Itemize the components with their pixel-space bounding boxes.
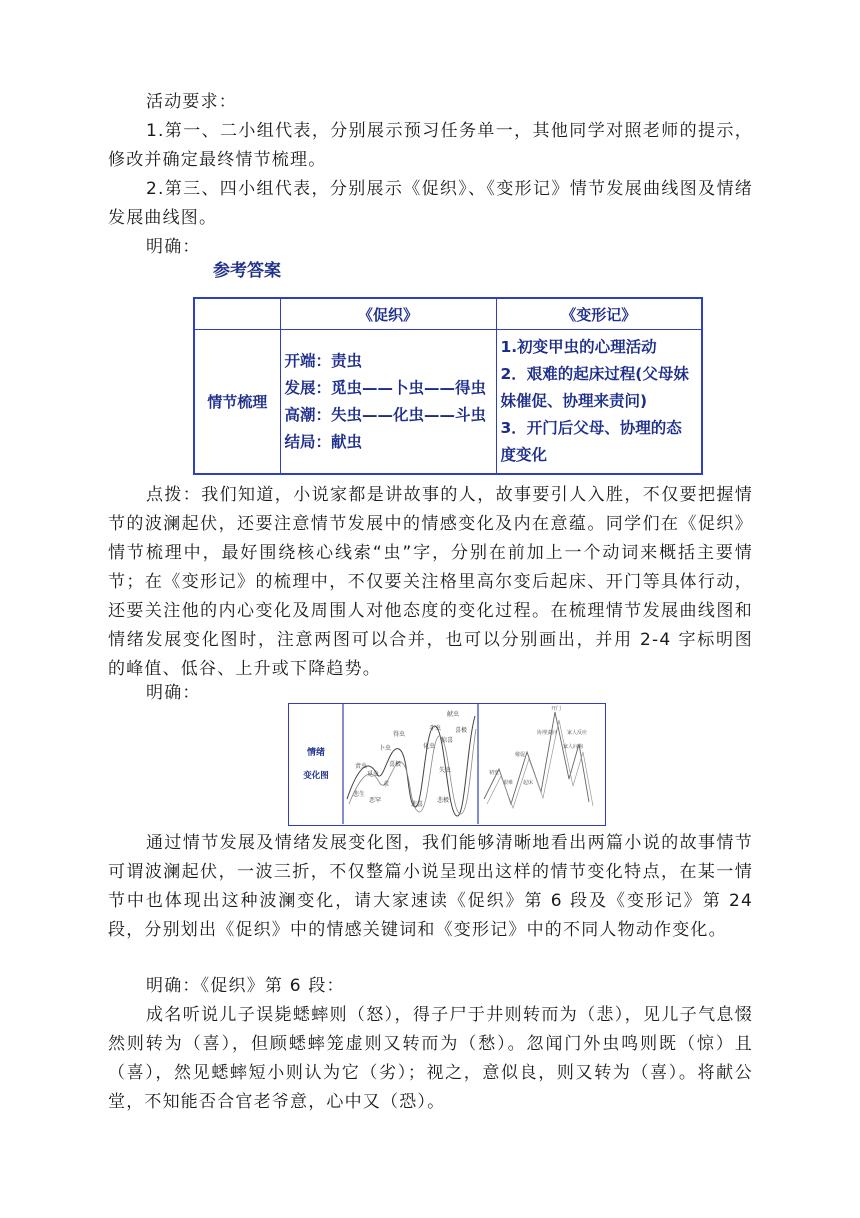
answer-title: 参考答案 <box>213 261 281 281</box>
curve-label: 觅虫 <box>367 771 380 778</box>
curve-label: 责虫 <box>355 763 368 770</box>
curve-label: 失虫 <box>439 767 452 774</box>
curve-label: 初变 <box>489 770 500 776</box>
table-row-label: 情节梳理 <box>194 330 280 475</box>
curve-label: 催促 <box>515 752 526 758</box>
curve-label: 求 <box>383 781 390 788</box>
clarify-label-2: 明确： <box>146 683 201 703</box>
emotion-curve-svg <box>289 704 604 824</box>
bianxing-line: 2．艰难的起床过程(父母妹妹催促、协理来责问) <box>500 365 689 410</box>
bianxing-line: 1.初变甲虫的心理活动 <box>500 338 657 356</box>
figure-row-label-2: 变化图 <box>303 771 329 781</box>
table-header-bianxing: 《变形记》 <box>496 298 702 330</box>
clarify-label-1: 明确： <box>146 237 201 257</box>
activity-heading: 活动要求： <box>146 92 237 112</box>
cuzhi-plot-cell <box>280 330 496 475</box>
curve-label: 协理责问 <box>537 730 558 736</box>
table-corner-cell <box>194 298 280 330</box>
bianxing-plot-cell <box>496 330 702 475</box>
curve-label: 艰难 <box>503 780 514 786</box>
activity-item-2: 2.第三、四小组代表，分别展示《促织》、《变形记》情节发展曲线图及情绪发展曲线图。 <box>108 179 753 228</box>
cuzhi-line: 高潮：失虫——化虫——斗虫 <box>284 405 487 424</box>
final-paragraph: 成名听说儿子误毙蟋蟀则（怒），得子尸于井则转而为（悲），见儿子气息惙然则转为（喜），但顾蟋蟀笼虚则又转而为（愁）。忽闻门外虫鸣则既（惊）且（喜），然见蟋蟀短小则认为它（劣）；视之，意似良，则又转为（喜）。将献公堂，不知能否合官老爷意，心中又（恐）。 <box>108 1005 753 1112</box>
curve-label: 起床 <box>523 780 534 786</box>
plot-summary-table <box>193 297 703 475</box>
bianxing-curve-line <box>484 712 589 804</box>
curve-label: 家人反应 <box>567 730 588 736</box>
curve-label: 化虫 <box>423 743 436 750</box>
curve-label: 卜虫 <box>379 745 392 752</box>
summary-paragraph: 通过情节发展及情绪发展变化图，我们能够清晰地看出两篇小说的故事情节可谓波澜起伏，一波三折，不仅整篇小说呈现出这样的情节变化特点，在某一情节中也体现出这种波澜变化，请大家速读《促织》第 6 段及《变形记》第 24 段，分别划出《促织》中的情感关键词和《变形记》中的不同人物动作变化。 <box>108 833 753 940</box>
curve-label: 恶罕 <box>369 797 382 804</box>
cuzhi-line: 开端：责虫 <box>284 351 363 370</box>
curve-label: 开门 <box>551 706 562 712</box>
curve-label: 献虫 <box>447 711 460 718</box>
cuzhi-line: 发展：觅虫——卜虫——得虫 <box>284 378 487 397</box>
curve-label: 斗虫 <box>429 725 442 732</box>
guidance-paragraph: 点拨：我们知道，小说家都是讲故事的人，故事要引人入胜，不仅要把握情节的波澜起伏，还要注意情节发展中的情感变化及内在意蕴。同学们在《促织》情节梳理中，最好围绕核心线索“虫”字，分别在前加上一个动词来概括主要情节；在《变形记》的梳理中，不仅要关注格里高尔变后起床、开门等具体行动，还要关注他的内心变化及周围人对他态度的变化过程。在梳理情节发展曲线图和情绪发展变化图时，注意两图可以合并，也可以分别画出，并用 2-4 字标明图的峰值、低谷、上升或下降趋势。 <box>108 485 753 679</box>
curve-label: 家人问询 <box>563 744 584 750</box>
cuzhi-line: 结局：献虫 <box>284 432 363 451</box>
clarify-label-3: 明确：《促织》第 6 段： <box>146 976 345 996</box>
curve-label: 悲极 <box>437 797 450 804</box>
bianxing-line: 3．开门后父母、协理的态度变化 <box>500 419 682 464</box>
curve-label: 惊喜 <box>441 737 454 744</box>
curve-label: 悲喜 <box>411 801 424 808</box>
emotion-curve-figure <box>288 703 606 826</box>
figure-row-label-1: 情绪 <box>306 748 326 758</box>
activity-item-1: 1.第一、二小组代表，分别展示预习任务单一，其他同学对照老师的提示，修改并确定最终情节梳理。 <box>108 121 753 170</box>
curve-label: 得虫 <box>393 731 406 738</box>
curve-label: 悲生 <box>353 791 366 798</box>
curve-label: 喜极 <box>455 727 468 734</box>
curve-label: 喜极 <box>389 761 402 768</box>
table-header-cuzhi: 《促织》 <box>280 298 496 330</box>
